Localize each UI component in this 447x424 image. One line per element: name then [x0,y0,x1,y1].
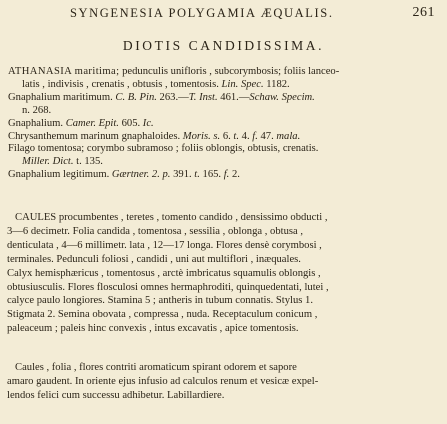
synonym-reference: Miller. Dict. [22,156,74,168]
species-description [7,211,443,336]
description-line: 3—6 decimetr. Folia candida , tomentosa , sessilia , oblonga , obtusa , [7,225,303,237]
synonym-name: Gnaphalium legitimum. [8,169,110,181]
synonym-reference-page: 6. [220,130,234,142]
running-title: SYNGENESIA POLYGAMIA ÆQUALIS. [70,6,334,20]
synonym-reference-page: 605. [118,117,143,129]
synonym-reference-page: 4. [239,130,253,142]
synonym-reference: Moris. s. [182,130,221,142]
synonym-reference: t. [233,130,240,142]
description-line: calyce paulo longiores. Stamina 5 ; antheris in tubum connatis. Stylus 1. [7,295,313,307]
synonym-entry [8,92,444,118]
page-number: 261 [412,5,435,20]
synonym-diagnosis-cont: latis , indivisis , crenatis , obtusis , tomentosis. [22,78,222,90]
synonym-continuation [8,79,444,92]
synonym-reference-page: 165. [199,169,224,181]
synonym-name: Gnaphalium. [8,117,64,129]
description-line: Stigmata 2. Semina obovata , compressa , nuda. Receptaculum conicum , [7,309,318,321]
synonym-diagnosis: corymbo subramoso ; foliis oblongis, obtusis, crenatis. [84,143,319,155]
synonym-reference-page: 47. [257,130,277,142]
description-line: obtusiusculis. Flores flosculosi omnes hermaphroditi, quinquedentati, lutei , [7,281,329,293]
synonym-name: Filago tomentosa; [8,143,85,155]
synonym-continuation: n. 268. [22,104,52,116]
synonym-reference: f. [223,169,230,181]
synonym-reference-page: 2. [229,169,240,181]
synonymy-list [8,66,444,182]
description-line: paleaceum ; paleis hinc convexis , intus excavatis , apice tomentosis. [7,323,299,335]
synonym-reference: Schaw. Specim. [249,91,315,103]
synonym-reference: Lin. Spec. [221,78,264,90]
synonym-reference: Camer. Epit. [65,117,119,129]
synonym-entry [8,118,444,131]
synonym-reference-page: 1182. [263,78,290,90]
synonym-reference: C. B. Pin. [115,91,157,103]
synonym-diagnosis: pedunculis unifloris , subcorymbosis; foliis lanceo- [119,66,340,77]
synonym-entry [8,131,444,144]
synonym-reference-page: 461.— [217,91,250,103]
synonym-entry [8,169,444,182]
synonym-name: Chrysanthemum marinum gnaphaloides. [8,130,181,142]
synonym-reference: Gærtner. 2. p. [111,169,171,181]
synonym-entry [8,143,444,169]
synonym-reference: t. [194,169,200,181]
species-title: DIOTIS CANDIDISSIMA. [122,38,325,53]
synonym-reference-page: 391. [170,169,195,181]
notes-line: lendos felici cum successu adhibetur. Labillardiere. [7,389,225,401]
synonym-reference: mala. [276,130,301,142]
page-header [0,4,447,24]
description-line: terminales. Pedunculi foliosi , candidi , uni aut multiflori , inæquales. [7,253,301,265]
synonym-name: ATHANASIA maritima; [8,66,120,77]
synonym-reference-page: 263.— [156,91,189,103]
synonym-reference: f. [252,130,258,142]
synonym-reference: Ic. [142,117,154,129]
description-line: Calyx hemisphæricus , tomentosus , arctè imbricatus squamulis oblongis , [7,267,321,279]
synonym-entry [8,66,444,92]
description-line: CAULES procumbentes , teretes , tomento candido , densissimo obducti , [15,212,328,223]
synonym-reference: T. Inst. [188,91,218,103]
notes-line: amaro gaudent. In oriente ejus infusio ad calculos renum et vesicæ expel- [7,375,319,387]
notes-line: Caules , folia , flores contriti aromaticum spirant odorem et sapore [15,362,297,373]
species-notes [7,361,443,403]
synonym-continuation [8,156,444,169]
description-line: denticulata , 4—6 millimetr. lata , 12—17 longa. Flores densè corymbosi , [7,239,322,251]
synonym-reference-page: t. 135. [73,156,103,168]
synonym-name: Gnaphalium maritimum. [8,91,113,103]
